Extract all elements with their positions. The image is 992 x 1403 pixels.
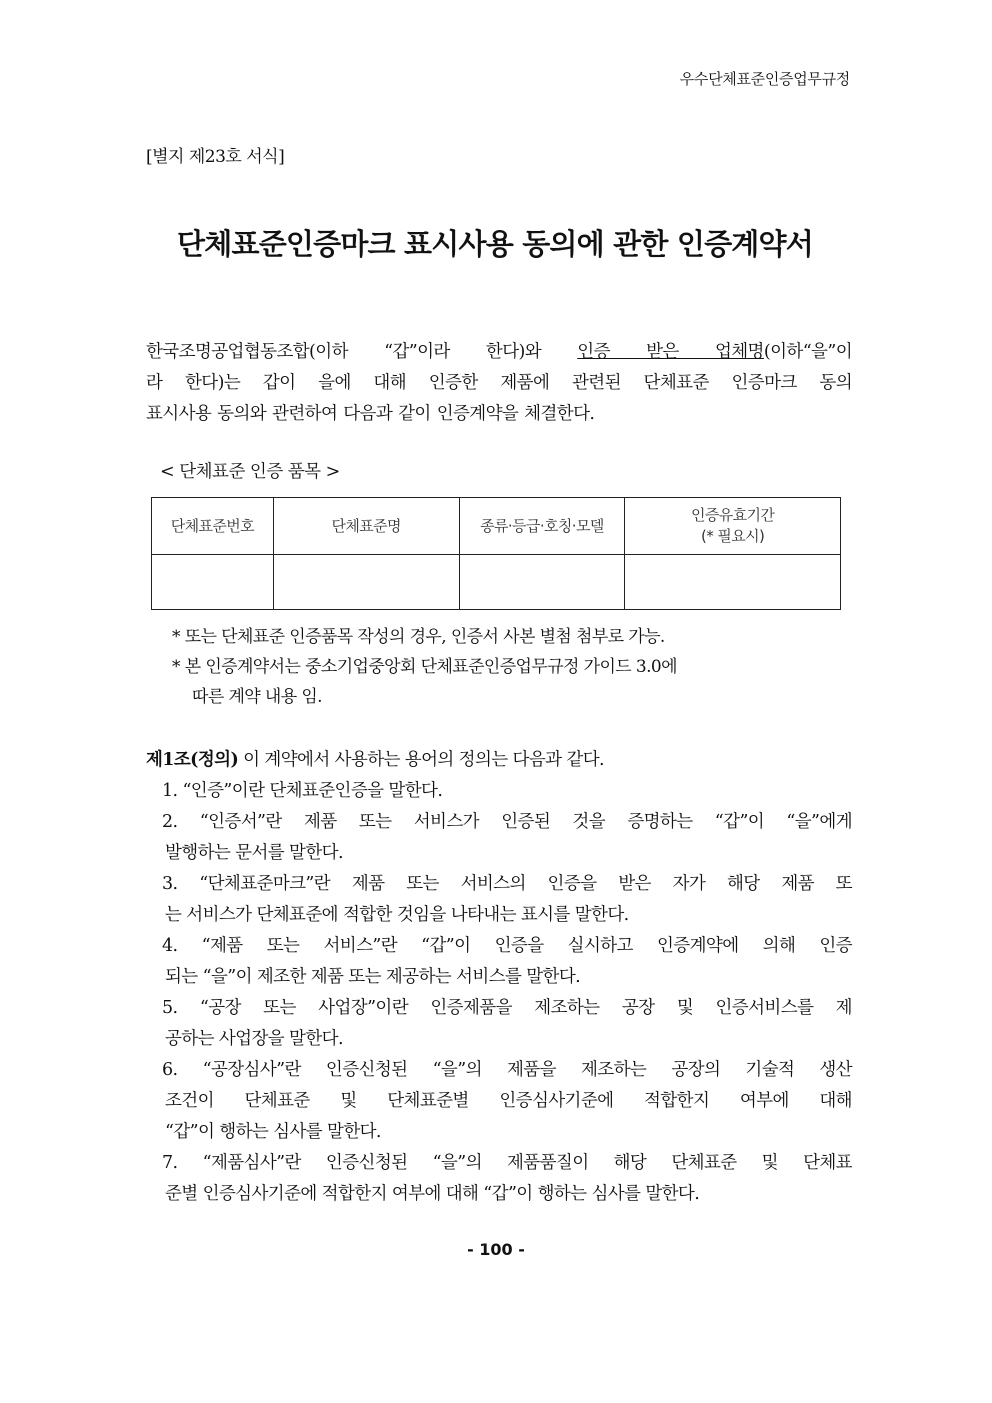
intro-line-1: 한국조명공업협동조합(이하 “갑”이라 한다)와 인증 받은 업체명(이하“을”이 (146, 342, 853, 362)
intro-paragraph (146, 337, 852, 430)
company-name-placeholder: 인증 받은 업체명 (577, 342, 764, 362)
article-1-heading-line (146, 745, 852, 776)
definition-item-4: 4. “제품 또는 서비스”란 “갑”이 인증을 실시하고 인증계약에 의해 인증 되는 “을”이 제조한 제품 또는 제공하는 서비스를 말한다. (162, 936, 852, 987)
article-1-intro: 이 계약에서 사용하는 용어의 정의는 다음과 같다. (238, 750, 604, 770)
header-standard-name: 단체표준명 (273, 498, 459, 555)
running-header: 우수단체표준인증업무규정 (679, 70, 850, 88)
table-header-row (152, 498, 841, 555)
definition-item-3: 3. “단체표준마크”란 제품 또는 서비스의 인증을 받은 자가 해당 제품 또 는 서비스가 단체표준에 적합한 것임을 나타내는 표시를 말한다. (162, 874, 852, 925)
header-standard-number: 단체표준번호 (152, 498, 274, 555)
table-row (152, 555, 841, 610)
definition-item-2: 2. “인증서”란 제품 또는 서비스가 인증된 것을 증명하는 “갑”이 “을”에게 발행하는 문서를 말한다. (162, 812, 852, 863)
table-cell (152, 555, 274, 610)
article-1-heading: 제1조(정의) (146, 750, 239, 770)
definition-item-7: 7. “제품심사”란 인증신청된 “을”의 제품품질이 해당 단체표준 및 단체표 준별 인증심사기준에 적합한지 여부에 대해 “갑”이 행하는 심사를 말한다. (162, 1153, 852, 1204)
table-cell (625, 555, 841, 610)
article-1-definitions (146, 745, 852, 1210)
items-table-caption: < 단체표준 인증 품목 > (160, 462, 340, 482)
header-type-grade-model: 종류·등급·호칭·모델 (459, 498, 625, 555)
intro-line-2: 라 한다)는 갑이 을에 대해 인증한 제품에 관련된 단체표준 인증마크 동의 (146, 373, 852, 393)
header-validity-period: 인증유효기간 (* 필요시) (625, 498, 841, 555)
table-cell (459, 555, 625, 610)
document-title: 단체표준인증마크 표시사용 동의에 관한 인증계약서 (177, 227, 813, 261)
certified-items-table (151, 497, 841, 610)
intro-line-3: 표시사용 동의와 관련하여 다음과 같이 인증계약을 체결한다. (146, 404, 595, 424)
page-number: - 100 - (467, 1240, 525, 1259)
definition-item-6: 6. “공장심사”란 인증신청된 “을”의 제품을 제조하는 공장의 기술적 생산 조건이 단체표준 및 단체표준별 인증심사기준에 적합한지 여부에 대해 “갑”이 행하는 심사를 말한다. (162, 1060, 852, 1142)
table-cell (273, 555, 459, 610)
form-label: [별지 제23호 서식] (146, 147, 285, 167)
note-2-line-2: 따른 계약 내용 임. (192, 687, 322, 707)
definition-item-1: 1. “인증”이란 단체표준인증을 말한다. (162, 781, 443, 801)
definition-item-5: 5. “공장 또는 사업장”이란 인증제품을 제조하는 공장 및 인증서비스를 제 공하는 사업장을 말한다. (162, 998, 852, 1049)
table-notes (172, 622, 852, 712)
note-2-line-1: * 본 인증계약서는 중소기업중앙회 단체표준인증업무규정 가이드 3.0에 (172, 657, 677, 677)
note-1: * 또는 단체표준 인증품목 작성의 경우, 인증서 사본 별첨 첨부로 가능. (172, 627, 665, 647)
